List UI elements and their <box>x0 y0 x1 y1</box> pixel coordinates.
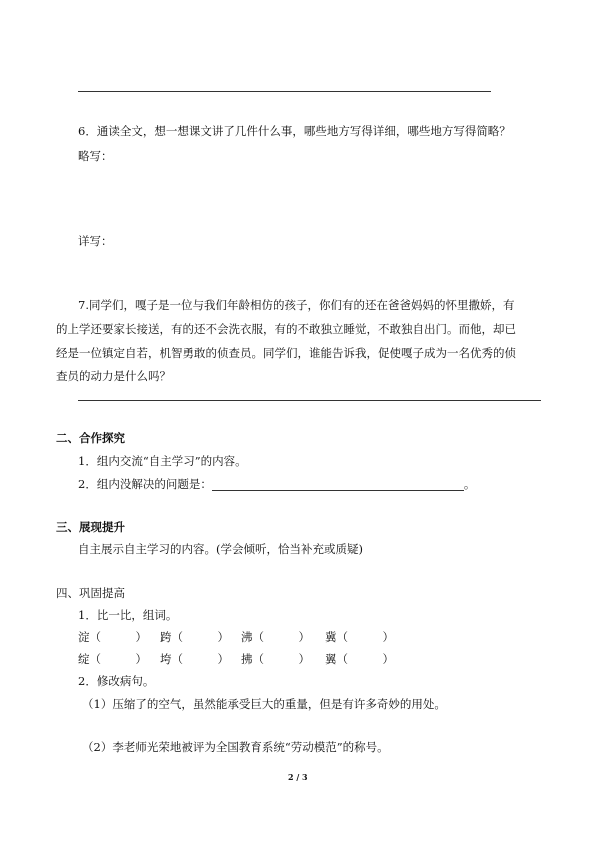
section-4-item-1: 1．比一比，组词。 <box>78 608 178 622</box>
section-4-item-2: 2．修改病句。 <box>78 674 155 688</box>
sentence-1: （1）压缩了的空气，虽然能承受巨大的重量，但是有许多奇妙的用处。 <box>82 697 446 711</box>
compare-cell: 拂（ ） <box>241 652 310 666</box>
compare-cell: 淀（ ） <box>78 630 147 644</box>
answer-line-q7 <box>78 400 541 401</box>
section-4-title: 四、巩固提高 <box>56 586 125 600</box>
question-7-line-2: 的上学还要家长接送，有的还不会洗衣服，有的不敢独立睡觉，不敢独自出门。而他，却已 <box>56 322 516 336</box>
section-2-item-1: 1．组内交流“自主学习”的内容。 <box>78 454 247 468</box>
question-7-line-4: 查员的动力是什么吗？ <box>56 369 171 383</box>
question-6: 6．通读全文，想一想课文讲了几件什么事，哪些地方写得详细，哪些地方写得简略？ <box>78 124 511 138</box>
compare-cell: 沸（ ） <box>241 630 310 644</box>
answer-blank[interactable] <box>212 478 464 491</box>
section-3-title: 三、展现提升 <box>56 520 125 534</box>
section-2-item-2-label: 2．组内没解决的问题是： <box>78 477 212 491</box>
brief-label: 略写： <box>78 149 113 163</box>
question-7-line-3: 经是一位镇定自若，机智勇敢的侦查员。同学们，谁能告诉我，促使嘎子成为一名优秀的侦 <box>56 346 516 360</box>
compare-cell: 冀（ ） <box>325 630 394 644</box>
section-2-item-2 <box>78 477 475 491</box>
detail-label: 详写： <box>78 234 113 248</box>
compare-cell: 绽（ ） <box>78 652 147 666</box>
compare-cell: 跨（ ） <box>160 630 229 644</box>
page-number: 2 / 3 <box>288 772 308 782</box>
compare-cell: 翼（ ） <box>325 652 394 666</box>
section-3-text: 自主展示自主学习的内容。(学会倾听，恰当补充或质疑) <box>78 542 363 556</box>
answer-line-top <box>78 91 491 92</box>
compare-row-1 <box>78 630 394 644</box>
compare-cell: 垮（ ） <box>160 652 229 666</box>
sentence-2: （2）李老师光荣地被评为全国教育系统“劳动模范”的称号。 <box>82 740 389 754</box>
section-2-item-2-end: 。 <box>463 477 476 491</box>
compare-row-2 <box>78 652 394 666</box>
question-7-line-1: 7.同学们，嘎子是一位与我们年龄相仿的孩子，你们有的还在爸爸妈妈的怀里撒娇，有 <box>78 298 515 312</box>
section-2-title: 二、合作探究 <box>56 431 125 445</box>
